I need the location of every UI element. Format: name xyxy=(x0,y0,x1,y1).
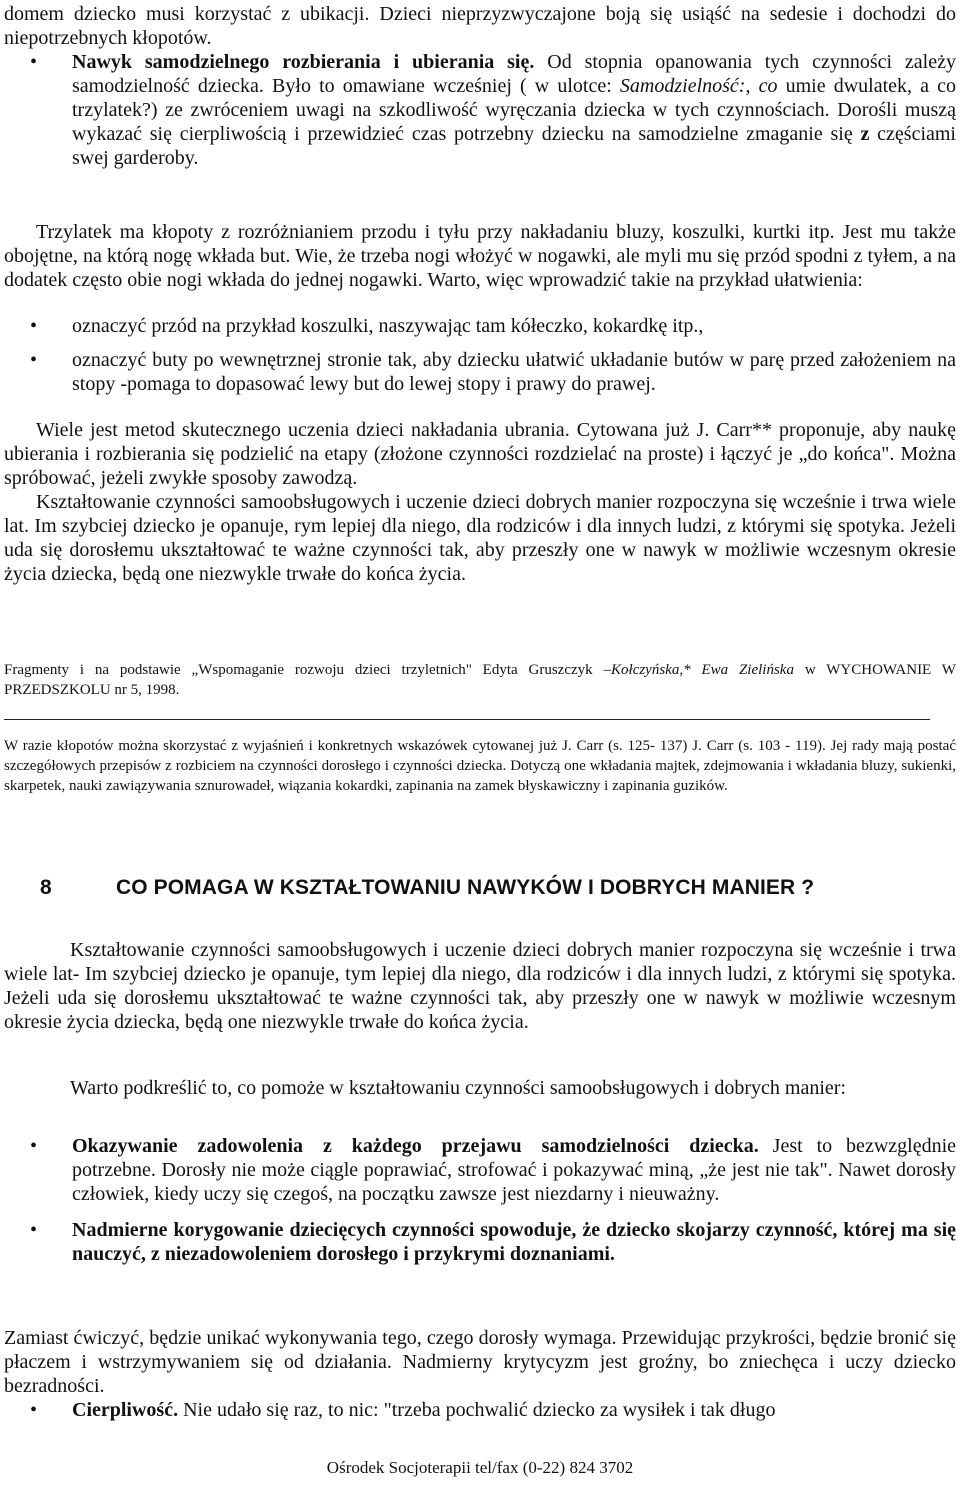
section-title: CO POMAGA W KSZTAŁTOWANIU NAWYKÓW I DOBRYCH MANIER ? xyxy=(116,876,815,899)
bullet-icon: • xyxy=(30,1219,38,1241)
paragraph-shaping: Kształtowanie czynności samoobsługowych i uczenie dzieci dobrych manier rozpoczyna się wcześnie i trwa wiele lat. Im szybciej dziecko je opanuje, rym lepiej dla niego, dla rodziców i dla innych ludzi, z którymi się spotyka. Jeżeli uda się dorosłemu ukształtować te ważne czynności tak, aby przeszły one w nawyk w możliwie wczesnym okresie życia dziecka, będą one niezwykle trwałe do końca życia. xyxy=(4,491,956,585)
section-paragraph-emphasis: Warto podkreślić to, co pomoże w kształtowaniu czynności samoobsługowych i dobrych manier: xyxy=(70,1077,846,1099)
bullet-list-tips xyxy=(0,314,956,396)
section-number: 8 xyxy=(40,876,52,899)
section-paragraph-avoidance: Zamiast ćwiczyć, będzie unikać wykonywania tego, czego dorosły wymaga. Przewidując przykrości, będzie bronić się płaczem i wstrzymywaniem się od działania. Nadmierny krytycyzm jest groźny, bo zniechęca i uczy dziecko bezradności. xyxy=(4,1327,956,1397)
section-heading xyxy=(40,876,814,900)
page-footer: Ośrodek Socjoterapii tel/fax (0-22) 824 3702 xyxy=(326,1458,634,1477)
bullet-icon: • xyxy=(30,315,38,337)
bullet-item-overcorrection: • Nadmierne korygowanie dziecięcych czynności spowoduje, że dziecko skojarzy czynność, której ma się nauczyć, z niezadowoleniem dorosłego i przykrymi doznaniami. xyxy=(30,1219,956,1265)
paragraph-toilet: domem dziecko musi korzystać z ubikacji. Dzieci nieprzyzwyczajone boją się usiąść na sedesie i dochodzi do niepotrzebnych kłopotów. xyxy=(4,3,956,49)
footnote-carr: W razie kłopotów można skorzystać z wyjaśnień i konkretnych wskazówek cytowanej już J. Carr (s. 125- 137) J. Carr (s. 103 - 119). Jej rady mają postać szczegółowych przepisów z rozbiciem na czynności dorosłego i czynności dziecka. Dotyczą one wkładania majtek, zdejmowania i wkładania bluzy, sukienki, skarpetek, nauki zawiązywania sznurowadeł, wiązania kokardki, zapinania na zamek błyskawiczny i zapinania guzików. xyxy=(4,738,956,794)
bullet-icon: • xyxy=(30,1399,38,1421)
footnote-divider xyxy=(4,719,930,720)
bullet-item-mark-shoes: • oznaczyć buty po wewnętrznej stronie tak, aby dziecku ułatwić układanie butów w parę przed założeniem na stopy -pomaga to dopasować lewy but do lewej stopy i prawy do prawej. xyxy=(30,349,956,395)
bullet-item-satisfaction: • Okazywanie zadowolenia z każdego przejawu samodzielności dziecka. Jest to bezwzględnie potrzebne. Dorosły nie może ciągle poprawiać, strofować i pokazywać miną, „że jest nie tak". Nawet dorosły człowiek, kiedy uczy się czegoś, na początku zawsze jest niezdarny i nieuważny. xyxy=(30,1135,957,1205)
bullet-icon: • xyxy=(30,1135,38,1157)
bullet-list-patience xyxy=(0,1398,956,1422)
bullet-list-helpers xyxy=(0,1134,956,1266)
bullet-item-mark-front: • oznaczyć przód na przykład koszulki, naszywając tam kółeczko, kokardkę itp., xyxy=(30,315,704,337)
bullet-item-patience: • Cierpliwość. Nie udało się raz, to nic: "trzeba pochwalić dziecko za wysiłek i tak długo xyxy=(30,1399,776,1421)
source-citation: Fragmenty i na podstawie „Wspomaganie rozwoju dzieci trzyletnich" Edyta Gruszczyk –Kołczyńska,* Ewa Zielińska w WYCHOWANIE W PRZEDSZKOLU nr 5, 1998. xyxy=(4,662,956,698)
bullet-item-dressing-habit: • Nawyk samodzielnego rozbierania i ubierania się. Od stopnia opanowania tych czynności zależy samodzielność dziecka. Było to omawiane wcześniej ( w ulotce: Samodzielność:, co umie dwulatek, a co trzylatek?) ze zwróceniem uwagi na szkodliwość wyręczania dziecka w tych czynnościach. Dorośli muszą wykazać się cierpliwością i przewidzieć czas potrzebny dziecku na samodzielne zmaganie się z częściami swej garderoby. xyxy=(30,51,957,169)
bullet-list-dressing xyxy=(0,50,956,170)
section-paragraph-shaping: Kształtowanie czynności samoobsługowych i uczenie dzieci dobrych manier rozpoczyna się wcześnie i trwa wiele lat- Im szybciej dziecko je opanuje, tym lepiej dla niego, dla rodziców i dla innych ludzi, z którymi się spotyka. Jeżeli uda się dorosłemu ukształtować te ważne czynności tak, aby przeszły one w nawyk w możliwie wczesnym okresie życia dziecka, będą one niezwykle trwałe do końca życia. xyxy=(4,939,956,1033)
paragraph-three-year-old: Trzylatek ma kłopoty z rozróżnianiem przodu i tyłu przy nakładaniu bluzy, koszulki, kurtki itp. Jest mu także obojętne, na którą nogę wkłada but. Wie, że trzeba nogi włożyć w nogawki, ale myli mu się przód spodni z tyłem, a na dodatek często obie nogi wkłada do jednej nogawki. Warto, więc wprowadzić takie na przykład ułatwienia: xyxy=(4,221,956,291)
bullet-icon: • xyxy=(30,349,38,371)
bullet-icon: • xyxy=(30,51,38,73)
paragraph-methods: Wiele jest metod skutecznego uczenia dzieci nakładania ubrania. Cytowana już J. Carr** proponuje, aby naukę ubierania i rozbierania się podzielić na etapy (złożone czynności rozdzielać na proste) i łączyć je „do końca". Można spróbować, jeżeli zwykłe sposoby zawodzą. xyxy=(4,419,956,489)
